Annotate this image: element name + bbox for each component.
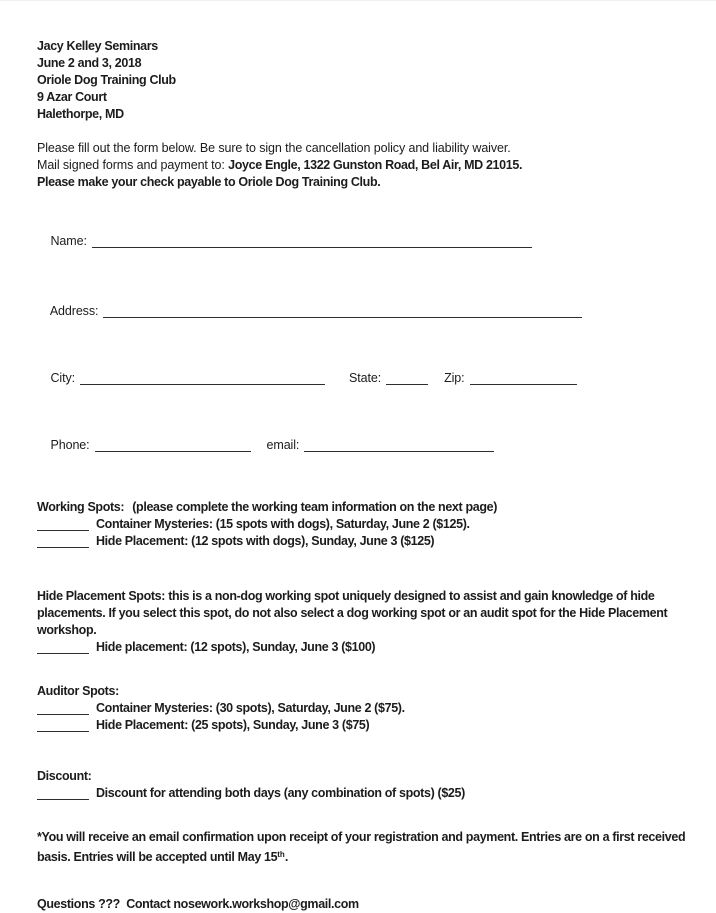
confirmation-note-line2: [37, 846, 686, 866]
name-input-line[interactable]: [92, 237, 532, 248]
instructions-block: [37, 140, 686, 191]
address-input-line[interactable]: [103, 307, 582, 318]
city-input-line[interactable]: [80, 374, 325, 385]
hide-placement-paragraph-line3: workshop.: [37, 623, 97, 637]
hide-placement-option: [37, 639, 686, 656]
auditor-option-container-mysteries-text: Container Mysteries: (30 spots), Saturday, June 2 ($75).: [96, 701, 405, 715]
name-label: Name:: [50, 234, 87, 248]
zip-label: Zip:: [444, 371, 465, 385]
hide-placement-paragraph-line2: placements. If you select this spot, do not also select a dog working spot or an audit spot for the Hide Placement: [37, 606, 668, 620]
deadline-period: .: [284, 850, 288, 864]
working-option-hide-placement-text: Hide Placement: (12 spots with dogs), Sunday, June 3 ($125): [96, 534, 435, 548]
address-label: Address:: [49, 304, 99, 318]
hide-placement-heading: Hide Placement Spots:: [37, 589, 166, 603]
discount-heading: Discount:: [37, 769, 92, 783]
name-row: [37, 216, 686, 267]
working-option-container-mysteries-text: Container Mysteries: (15 spots with dogs), Saturday, June 2 ($125).: [96, 517, 470, 531]
phone-email-row: [37, 420, 686, 471]
check-payable-line: Please make your check payable to Oriole Dog Training Club.: [37, 175, 381, 189]
zip-input-line[interactable]: [470, 374, 577, 385]
deadline-text: basis. Entries will be accepted until May 15: [37, 850, 278, 864]
working-spots-heading-line: [37, 499, 686, 516]
event-city-state: Halethorpe, MD: [37, 107, 124, 121]
hide-placement-section: [37, 588, 686, 656]
working-option-container-mysteries-blank[interactable]: [37, 520, 89, 531]
hide-placement-option-text: Hide placement: (12 spots), Sunday, June 3 ($100): [96, 640, 376, 654]
city-state-zip-row: [37, 353, 686, 404]
confirmation-note: [37, 829, 686, 866]
event-title: Jacy Kelley Seminars: [37, 39, 158, 53]
working-spots-section: [37, 499, 686, 550]
auditor-option-hide-placement-text: Hide Placement: (25 spots), Sunday, June 3 ($75): [96, 718, 370, 732]
auditor-option-container-mysteries: [37, 700, 686, 717]
address-row: [37, 286, 686, 337]
discount-option-blank[interactable]: [37, 789, 89, 800]
phone-input-line[interactable]: [95, 441, 251, 452]
questions-contact-line: Questions ??? Contact nosework.workshop@gmail.com: [37, 897, 359, 911]
event-dates: June 2 and 3, 2018: [37, 56, 142, 70]
mailing-address: Joyce Engle, 1322 Gunston Road, Bel Air, MD 21015.: [228, 158, 523, 172]
city-label: City:: [50, 371, 76, 385]
working-option-hide-placement-blank[interactable]: [37, 537, 89, 548]
auditor-option-container-mysteries-blank[interactable]: [37, 704, 89, 715]
working-spots-heading: Working Spots:: [37, 500, 125, 514]
discount-option-text: Discount for attending both days (any combination of spots) ($25): [96, 786, 465, 800]
email-input-line[interactable]: [304, 441, 494, 452]
deadline-ordinal-suffix: th: [277, 850, 285, 859]
working-option-hide-placement: [37, 533, 686, 550]
state-label: State:: [349, 371, 382, 385]
email-label: email:: [266, 438, 300, 452]
mailing-line: [37, 157, 686, 174]
event-venue: Oriole Dog Training Club: [37, 73, 176, 87]
working-spots-note: (please complete the working team information on the next page): [132, 500, 498, 514]
hide-placement-paragraph-line1: [37, 588, 686, 605]
discount-option: [37, 785, 686, 802]
auditor-spots-heading: Auditor Spots:: [37, 684, 119, 698]
confirmation-note-line1: *You will receive an email confirmation upon receipt of your registration and payment. Entries are on a first received: [37, 830, 686, 844]
state-input-line[interactable]: [386, 374, 428, 385]
event-header: [37, 38, 686, 123]
instructions-line: Please fill out the form below. Be sure to sign the cancellation policy and liability waiver.: [37, 141, 511, 155]
auditor-spots-section: [37, 683, 686, 734]
auditor-option-hide-placement: [37, 717, 686, 734]
event-street: 9 Azar Court: [37, 90, 107, 104]
working-option-container-mysteries: [37, 516, 686, 533]
hide-placement-option-blank[interactable]: [37, 643, 89, 654]
auditor-option-hide-placement-blank[interactable]: [37, 721, 89, 732]
mailing-prefix: Mail signed forms and payment to:: [37, 158, 229, 172]
discount-section: [37, 768, 686, 802]
phone-label: Phone:: [50, 438, 90, 452]
hide-placement-paragraph-rest: this is a non-dog working spot uniquely designed to assist and gain knowledge of hide: [165, 589, 655, 603]
